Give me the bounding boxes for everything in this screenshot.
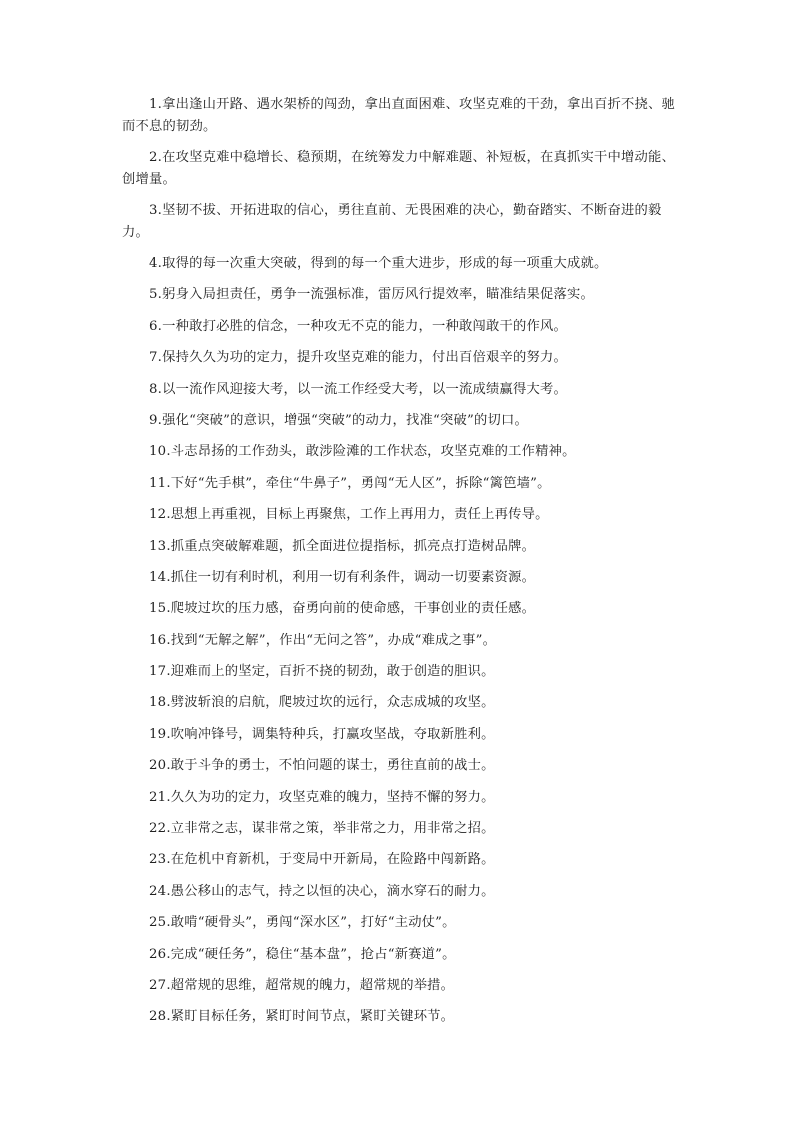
list-item: 2.在攻坚克难中稳增长、稳预期，在统筹发力中解难题、补短板，在真抓实干中增动能、创增量。 <box>122 150 675 187</box>
list-item: 20.敢于斗争的勇士，不怕问题的谋士，勇往直前的战士。 <box>149 758 495 774</box>
list-item: 22.立非常之志，谋非常之策，举非常之力，用非常之招。 <box>149 821 495 837</box>
list-item: 15.爬坡过坎的压力感，奋勇向前的使命感，干事创业的责任感。 <box>149 601 536 617</box>
list-item: 11.下好“先手棋”，牵住“牛鼻子”，勇闯“无人区”，拆除“篱笆墙”。 <box>149 475 551 491</box>
list-item: 14.抓住一切有利时机，利用一切有利条件，调动一切要素资源。 <box>149 569 536 585</box>
list-item: 1.拿出逢山开路、遇水架桥的闯劲，拿出直面困难、攻坚克难的干劲，拿出百折不挠、驰而不息的韧劲。 <box>122 97 675 134</box>
list-item: 27.超常规的思维，超常规的魄力，超常规的举措。 <box>149 977 455 993</box>
list-item: 4.取得的每一次重大突破，得到的每一个重大进步，形成的每一项重大成就。 <box>149 256 608 271</box>
list-item: 7.保持久久为功的定力，提升攻坚克难的能力，付出百倍艰辛的努力。 <box>149 350 567 366</box>
list-item: 13.抓重点突破解难题，抓全面进位提指标，抓亮点打造树品牌。 <box>149 538 536 554</box>
list-item: 23.在危机中育新机，于变局中开新局，在险路中闯新路。 <box>149 852 495 868</box>
list-item: 25.敢啃“硬骨头”，勇闯“深水区”，打好“主动仗”。 <box>149 915 456 931</box>
list-item: 26.完成“硬任务”，稳住“基本盘”，抢占“新赛道”。 <box>149 946 456 962</box>
list-item: 19.吹响冲锋号，调集特种兵，打赢攻坚战，夺取新胜利。 <box>149 726 495 742</box>
list-item: 5.躬身入局担责任，勇争一流强标准，雷厉风行提效率，瞄准结果促落实。 <box>149 287 594 303</box>
document-page <box>122 94 676 1038</box>
list-item: 10.斗志昂扬的工作劲头，敢涉险滩的工作状态，攻坚克难的工作精神。 <box>149 444 576 460</box>
list-item: 6.一种敢打必胜的信念，一种攻无不克的能力，一种敢闯敢干的作风。 <box>149 318 567 334</box>
list-item: 8.以一流作风迎接大考，以一流工作经受大考，以一流成绩赢得大考。 <box>149 381 567 397</box>
list-item: 3.坚韧不拔、开拓进取的信心，勇往直前、无畏困难的决心，勤奋踏实、不断奋进的毅力。 <box>122 203 662 240</box>
list-item: 17.迎难而上的坚定，百折不挠的韧劲，敢于创造的胆识。 <box>149 664 495 680</box>
list-item: 9.强化“突破”的意识，增强“突破”的动力，找准“突破”的切口。 <box>149 412 528 428</box>
list-item: 24.愚公移山的志气，持之以恒的决心，滴水穿石的耐力。 <box>149 883 495 899</box>
list-item: 18.劈波斩浪的启航，爬坡过坎的远行，众志成城的攻坚。 <box>149 695 495 711</box>
list-item: 21.久久为功的定力，攻坚克难的魄力，坚持不懈的努力。 <box>149 789 495 805</box>
list-item: 16.找到“无解之解”，作出“无问之答”，办成“难成之事”。 <box>149 632 497 648</box>
list-item: 28.紧盯目标任务，紧盯时间节点，紧盯关键环节。 <box>149 1009 455 1025</box>
list-item: 12.思想上再重视，目标上再聚焦，工作上再用力，责任上再传导。 <box>149 507 549 523</box>
